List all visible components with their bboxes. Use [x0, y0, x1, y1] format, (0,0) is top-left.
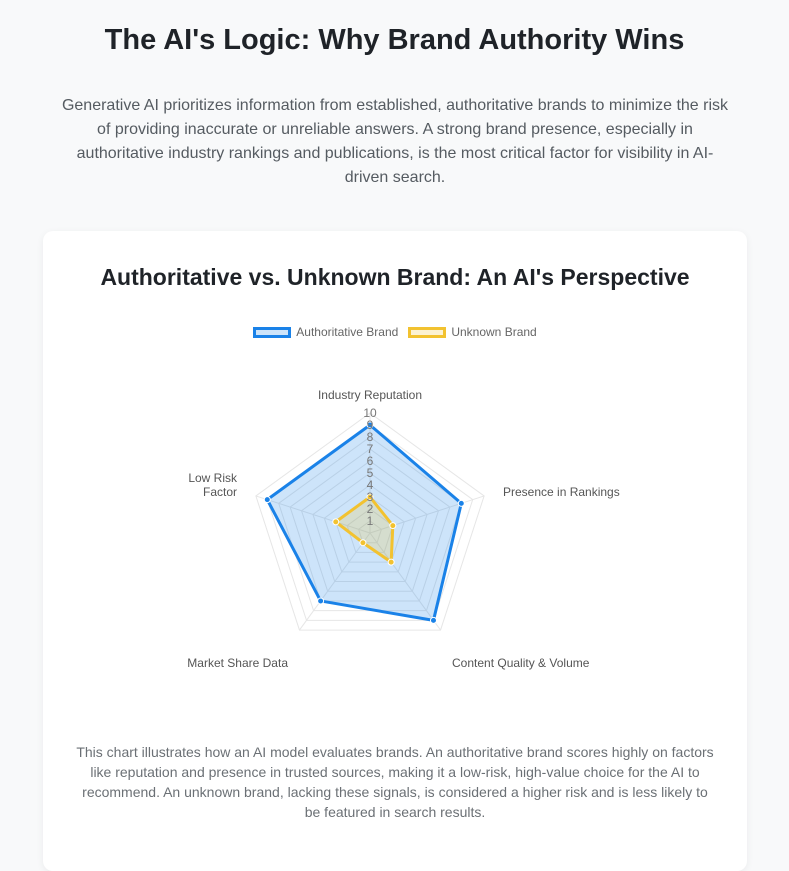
chart-caption: This chart illustrates how an AI model evaluates brands. An authoritative brand scores highly on factors like reputation and presence in trusted sources, making it a low-risk, high-value choice for the AI to recommend. An unknown brand, lacking these signals, is considered a higher risk and is less likely to be featured in search results. — [76, 744, 714, 820]
axis-label-1: Presence in Rankings — [503, 485, 620, 499]
axis-label-3: Market Share Data — [187, 656, 288, 670]
tick-label-2: 2 — [366, 502, 374, 516]
data-point-0-1 — [458, 500, 464, 506]
data-point-1-1 — [390, 523, 396, 529]
tick-label-7: 7 — [366, 442, 374, 456]
intro-text: Generative AI prioritizes information from established, authoritative brands to minimize the risk of providing inaccurate or unreliable answers. A strong brand presence, especially in authoritative industry rankings and publications, is the most critical factor for visibility in AI-driven search. — [61, 97, 729, 186]
data-point-0-2 — [430, 617, 436, 623]
radar-chart — [43, 231, 747, 691]
tick-label-6: 6 — [366, 454, 374, 468]
chart-title: Authoritative vs. Unknown Brand: An AI's Perspective — [100, 264, 690, 290]
axis-label-0: Industry Reputation — [317, 388, 423, 402]
axis-label-4-1: Factor — [202, 485, 237, 499]
legend-label-authoritative: Authoritative Brand — [296, 325, 399, 339]
data-point-1-4 — [333, 519, 339, 525]
data-point-1-3 — [360, 540, 366, 546]
axis-label-2: Content Quality & Volume — [452, 656, 590, 670]
axis-label-4-0: Low Risk — [188, 471, 237, 485]
tick-label-3: 3 — [366, 490, 374, 504]
legend-label-unknown: Unknown Brand — [451, 325, 537, 339]
page-title: The AI's Logic: Why Brand Authority Wins — [104, 24, 685, 56]
data-point-0-4 — [264, 497, 270, 503]
tick-label-9: 9 — [366, 418, 374, 432]
chart-card — [43, 231, 747, 871]
tick-label-1: 1 — [366, 514, 374, 528]
tick-label-8: 8 — [366, 430, 374, 444]
data-point-0-3 — [318, 598, 324, 604]
data-point-1-2 — [388, 559, 394, 565]
tick-label-5: 5 — [366, 466, 374, 480]
tick-label-4: 4 — [366, 478, 374, 492]
tick-label-10: 10 — [363, 406, 377, 420]
